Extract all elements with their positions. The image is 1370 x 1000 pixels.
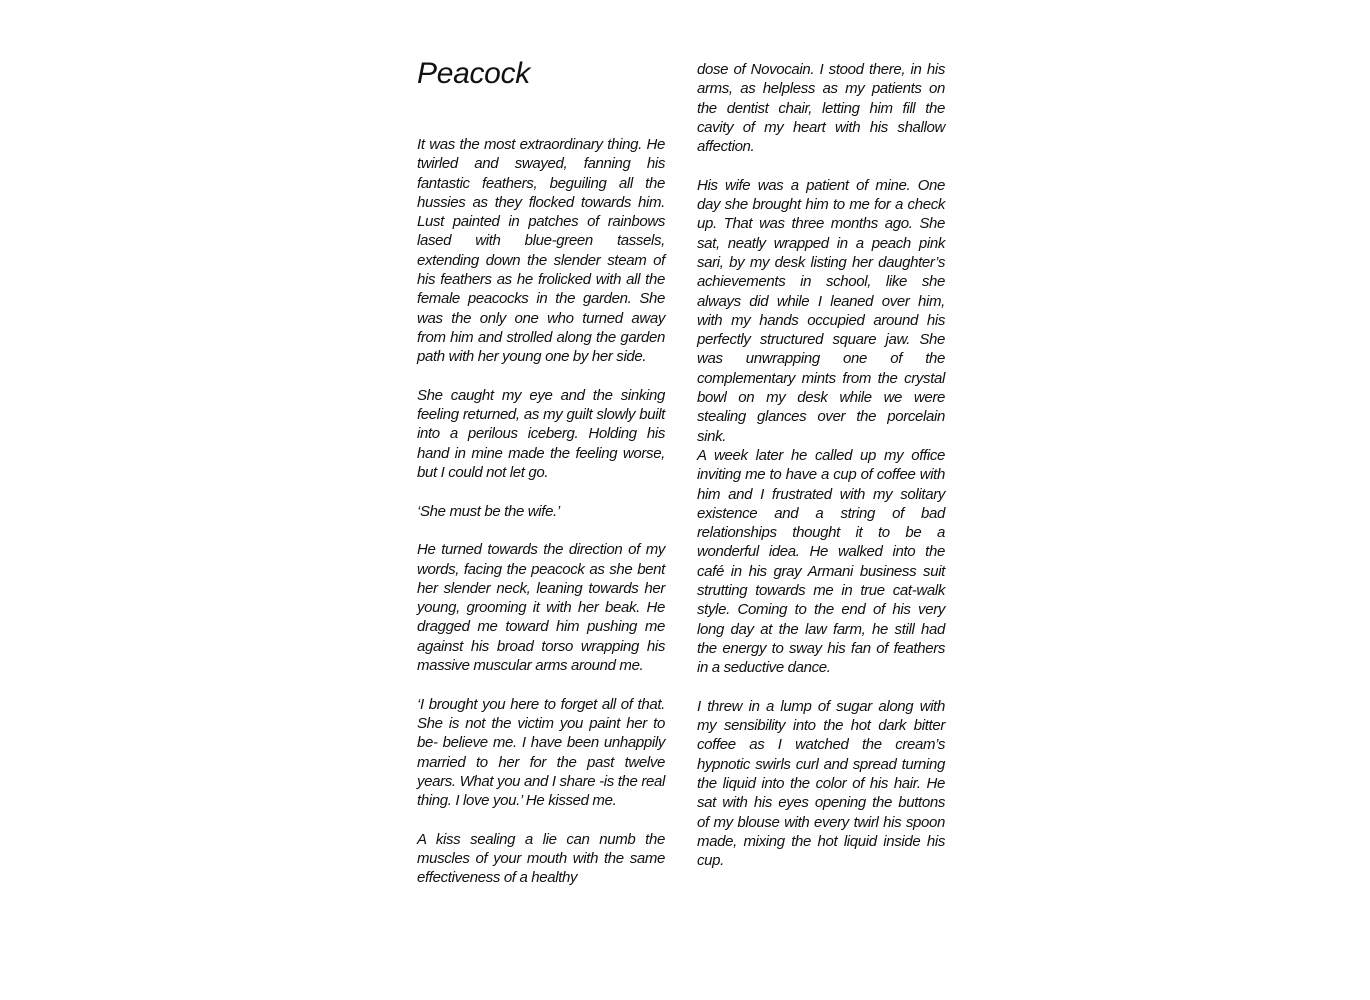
story-title: Peacock <box>417 57 530 90</box>
left-column <box>417 56 665 907</box>
paragraph: A kiss sealing a lie can numb the muscles of your mouth with the same effectiveness of a healthy <box>417 830 665 887</box>
paragraph: ‘She must be the wife.’ <box>417 502 560 520</box>
paragraph: His wife was a patient of mine. One day she brought him to me for a check up. That was three months ago. She sat, neatly wrapped in a peach pink sari, by my desk listing her daughter’s achievements in school, like she always did while I leaned over him, with my hands occupied around his perfectly structured square jaw. She was unwrapping one of the complementary mints from the crystal bowl on my desk while we were stealing glances over the porcelain sink. <box>697 176 945 445</box>
paragraph: He turned towards the direction of my words, facing the peacock as she bent her slender neck, leaning towards her young, grooming it with her beak. He dragged me toward him pushing me against his broad torso wrapping his massive muscular arms around me. <box>417 541 665 675</box>
paragraph: ‘I brought you here to forget all of that. She is not the victim you paint her to be- believe me. I have been unhappily married to her for the past twelve years. What you and I share -is the real thing. I love you.’ He kissed me. <box>417 695 665 810</box>
paragraph: It was the most extraordinary thing. He twirled and swayed, fanning his fantastic feathers, beguiling all the hussies as they flocked towards him. Lust painted in patches of rainbows lased with blue-green tassels, extending down the slender steam of his feathers as he frolicked with all the female peacocks in the garden. She was the only one who turned away from him and strolled along the garden path with her young one by her side. <box>417 136 665 366</box>
paragraph: I threw in a lump of sugar along with my sensibility into the hot dark bitter coffee as I watched the cream’s hypnotic swirls curl and spread turning the liquid into the color of his hair. He sat with his eyes opening the buttons of my blouse with every twirl his spoon made, mixing the hot liquid inside his cup. <box>697 697 945 870</box>
paragraph: A week later he called up my office inviting me to have a cup of coffee with him and I frustrated with my solitary existence and a string of bad relationships thought it to be a wonderful idea. He walked into the café in his gray Armani business suit strutting towards me in true cat-walk style. Coming to the end of his very long day at the law farm, he still had the energy to sway his fan of feathers in a seductive dance. <box>697 446 945 677</box>
right-column <box>697 60 945 890</box>
paragraph: dose of Novocain. I stood there, in his arms, as helpless as my patients on the dentist chair, letting him fill the cavity of my heart with his shallow affection. <box>697 61 945 156</box>
paragraph: She caught my eye and the sinking feeling returned, as my guilt slowly built into a perilous iceberg. Holding his hand in mine made the feeling worse, but I could not let go. <box>417 386 665 482</box>
